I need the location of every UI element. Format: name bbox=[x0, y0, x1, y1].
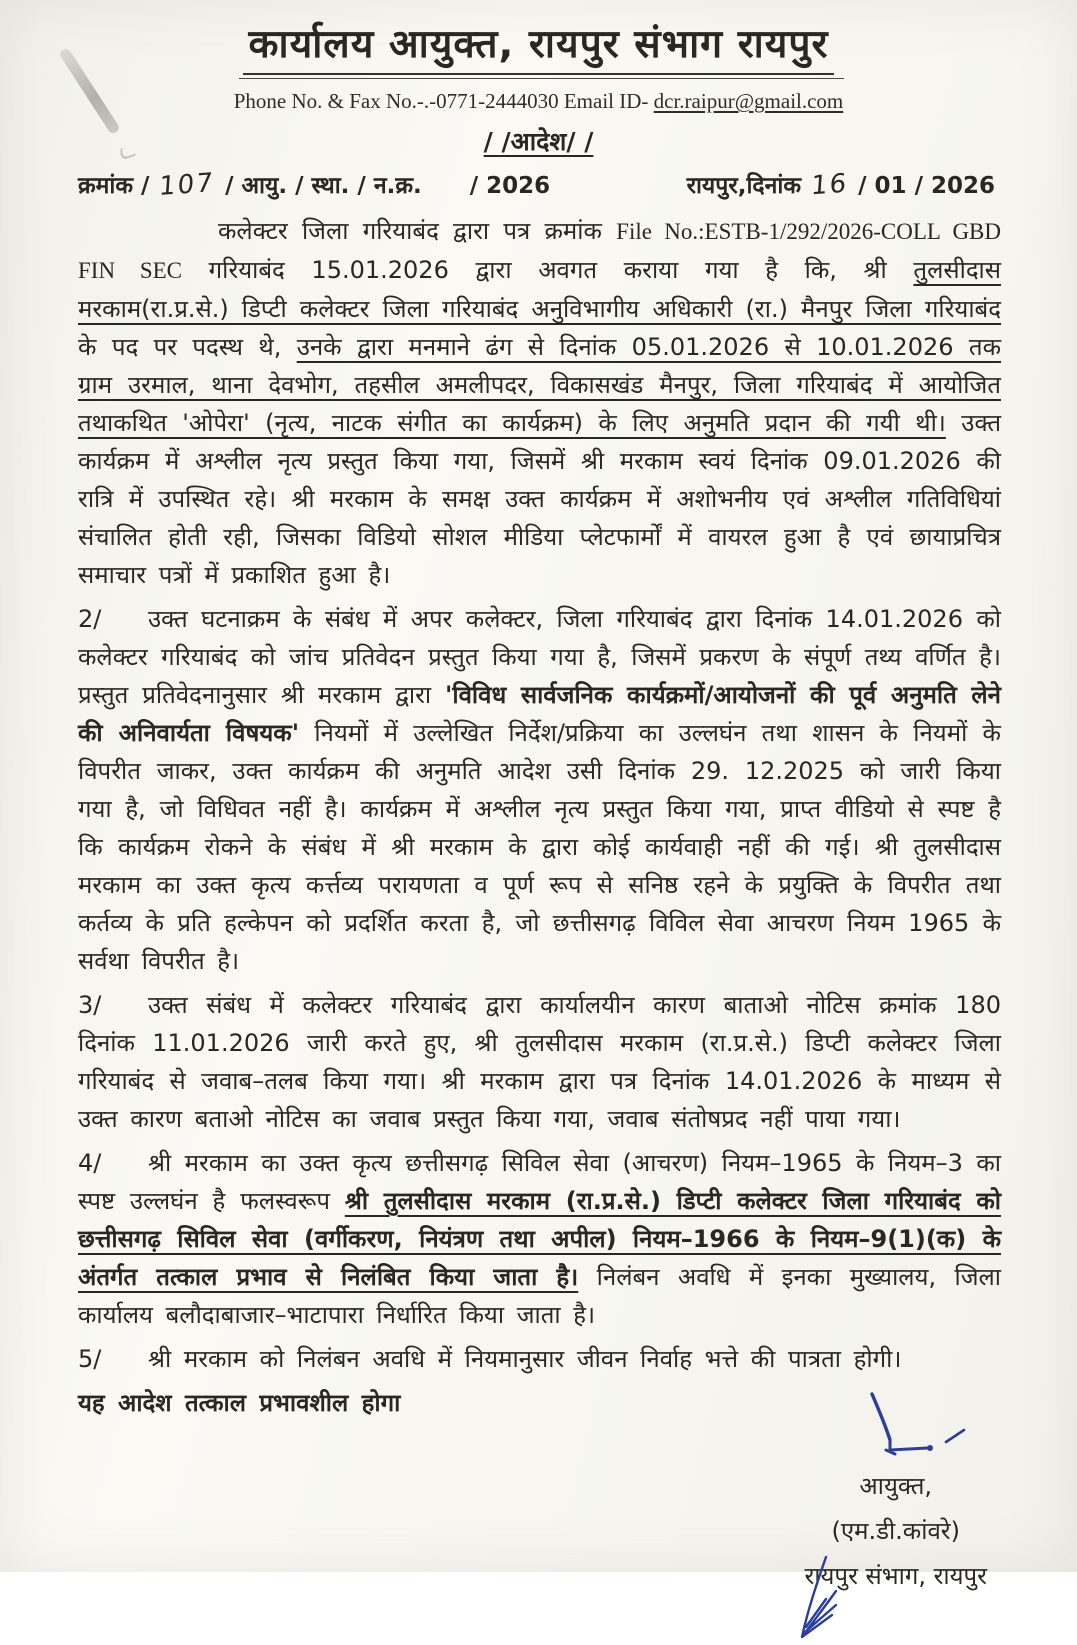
document-body bbox=[78, 212, 1001, 1422]
reference-line bbox=[78, 167, 999, 203]
paragraph-number: 2/ bbox=[78, 605, 102, 633]
paragraph-number: 4/ bbox=[78, 1149, 102, 1177]
text-segment: कलेक्टर जिला गरियाबंद द्वारा पत्र क्रमांक bbox=[218, 217, 617, 245]
signature-block bbox=[804, 1464, 987, 1599]
text-segment: File No.:ESTB-1/292/2026-COLL GBD FIN SEC bbox=[78, 219, 1001, 283]
paragraph bbox=[78, 1340, 1001, 1378]
handwritten-date-day: 16 bbox=[810, 168, 850, 202]
text-segment: उक्त घटनाक्रम के संबंध में अपर कलेक्टर, जिला गरियाबंद द्वारा दिनांक 14.01.2026 को कलेक्टर गरियाबंद को जांच प्रतिवेदन प्रस्तुत किया गया है, जिसमें प्रकरण के संपूर्ण तथ्य वर्णित है। प्रस्तुत प्रतिवेदनानुसार श्री मरकाम द्वारा bbox=[78, 605, 1001, 709]
signatory-name: (एम.डी.कांवरे) bbox=[831, 1517, 960, 1545]
email-text: dcr.raipur@gmail.com bbox=[653, 89, 844, 113]
date-suffix: / 01 / 2026 bbox=[850, 173, 995, 199]
paragraph bbox=[78, 986, 1001, 1138]
text-segment: श्री मरकाम को निलंबन अवधि में नियमानुसार जीवन निर्वाह भत्ते की पात्रता होगी। bbox=[148, 1345, 902, 1373]
text-segment: उनके द्वारा मनमाने ढंग से दिनांक 05.01.2026 से 10.01.2026 तक ग्राम उरमाल, थाना देवभोग, तहसील अमलीपदर, विकासखंड मैनपुर, जिला गरियाबंद में आयोजित तथाकथित 'ओपेरा' (नृत्य, नाटक संगीत का कार्यक्रम) के लिए अनुमति प्रदान की गयी थी। bbox=[78, 333, 1001, 437]
contact-line bbox=[0, 89, 1077, 114]
ref-prefix: क्रमांक / bbox=[78, 173, 158, 199]
place-and-date bbox=[687, 168, 995, 200]
paragraph bbox=[78, 212, 1001, 594]
text-segment: गरियाबंद 15.01.2026 द्वारा अवगत कराया गया है कि, श्री bbox=[182, 256, 914, 284]
ref-year: / 2026 bbox=[469, 173, 551, 199]
phone-fax-text: Phone No. & Fax No.-.-0771-2444030 Email ID- bbox=[233, 89, 654, 113]
text-segment: उक्त कार्यक्रम में अश्लील नृत्य प्रस्तुत किया गया, जिसमें श्री मरकाम स्वयं दिनांक 09.01.2026 की रात्रि में उपस्थित रहे। श्री मरकाम के समक्ष उक्त कार्यक्रम में अशोभनीय एवं अश्लील गतिविधियां संचालित होती रही, जिसका विडियो सोशल मीडिया प्लेटफार्मों में वायरल हुआ है एवं छायाप्रचित्र समाचार पत्रों में प्रकाशित हुआ है। bbox=[78, 409, 1001, 589]
page-title: कार्यालय आयुक्त, रायपुर संभाग रायपुर bbox=[243, 16, 835, 75]
paragraph-number: 3/ bbox=[78, 991, 102, 1019]
order-heading: / /आदेश/ / bbox=[483, 127, 594, 156]
paragraph bbox=[78, 600, 1001, 980]
text-segment: श्री तुलसीदास मरकाम (रा.प्र.से.) डिप्टी कलेक्टर जिला गरियाबंद को छत्तीसगढ़ सिविल सेवा (वर्गीकरण, नियंत्रण तथा अपील) नियम–1966 के नियम–9(1)(क) के अंतर्गत तत्काल प्रभाव से निलंबित किया जाता है। bbox=[78, 1187, 1001, 1291]
text-segment: उक्त संबंध में कलेक्टर गरियाबंद द्वारा कार्यालयीन कारण बाताओ नोटिस क्रमांक 180 दिनांक 11.01.2026 जारी करते हुए, श्री तुलसीदास मरकाम (रा.प्र.से.) डिप्टी कलेक्टर जिला गरियाबंद से जवाब–तलब किया गया। श्री मरकाम द्वारा पत्र दिनांक 14.01.2026 के माध्यम से उक्त कारण बताओ नोटिस का जवाब प्रस्तुत किया गया, जवाब संतोषप्रद नहीं पाया गया। bbox=[78, 991, 1001, 1133]
text-segment: श्री मरकाम का उक्त कृत्य छत्तीसगढ़ सिविल सेवा (आचरण) नियम–1965 के नियम–3 का स्पष्ट उल्लघंन है फलस्वरूप bbox=[78, 1149, 1001, 1215]
handwritten-order-number: 107 bbox=[158, 167, 217, 203]
signatory-designation: आयुक्त, bbox=[859, 1472, 933, 1500]
text-segment: तुलसीदास मरकाम(रा.प्र.से.) डिप्टी कलेक्टर जिला गरियाबंद अनुविभागीय अधिकारी (रा.) मैनपुर जिला गरियाबंद bbox=[78, 256, 1001, 323]
signature-scribble-icon bbox=[792, 1553, 862, 1645]
paragraph-number: 5/ bbox=[78, 1345, 102, 1373]
signatory-office: रायपुर संभाग, रायपुर bbox=[804, 1562, 987, 1590]
text-segment: निलंबन अवधि में इनका मुख्यालय, जिला कार्यालय बलौदाबाजार–भाटापारा निर्धारित किया जाता है। bbox=[78, 1263, 1001, 1329]
text-segment: के पद पर पदस्थ थे, bbox=[78, 333, 297, 361]
reference-number bbox=[78, 167, 551, 203]
ref-middle: / आयु. / स्था. / न.क्र. bbox=[217, 173, 422, 199]
document-header bbox=[0, 0, 1077, 158]
text-segment: 'विविध सार्वजनिक कार्यक्रमों/आयोजनों की पूर्व अनुमति लेने की अनिवार्यता विषयक' bbox=[78, 681, 1001, 747]
paragraph bbox=[78, 1144, 1001, 1334]
date-prefix: रायपुर,दिनांक bbox=[686, 173, 810, 199]
text-segment: नियमों में उल्लेखित निर्देश/प्रक्रिया का उल्लघंन तथा शासन के नियमों के विपरीत जाकर, उक्त कार्यक्रम की अनुमति आदेश उसी दिनांक 29. 12.2025 को जारी किया गया है, जो विधिवत नहीं है। कार्यक्रम में अश्लील नृत्य प्रस्तुत किया गया, प्राप्त वीडियो से स्पष्ट है कि कार्यक्रम रोकने के संबंध में श्री मरकाम के द्वारा कोई कार्यवाही नहीं की गई। श्री तुलसीदास मरकाम का उक्त कृत्य कर्त्तव्य परायणता व पूर्ण रूप से सनिष्ठ रहने के प्रयुक्ति के विपरीत तथा कर्तव्य के प्रति हल्केपन को प्रदर्शित करता है, जो छत्तीसगढ़ विविल सेवा आचरण नियम 1965 के सर्वथा विपरीत है। bbox=[78, 719, 1001, 975]
signature-ink-icon bbox=[838, 1390, 988, 1470]
text-segment: यह आदेश तत्काल प्रभावशील होगा bbox=[78, 1389, 401, 1417]
